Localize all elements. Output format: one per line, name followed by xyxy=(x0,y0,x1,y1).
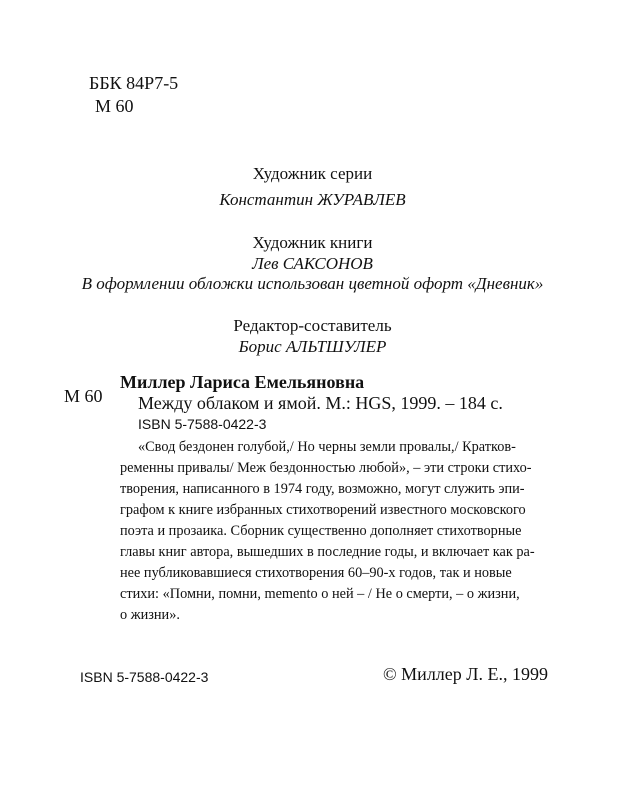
annotation-line: ременны привалы/ Меж бездонностью любой», – эти строки стихо- xyxy=(120,460,532,476)
author-mark: М 60 xyxy=(95,96,134,116)
annotation-line: стихи: «Помни, помни, memento о ней – / Не о смерти, – о жизни, xyxy=(120,586,520,602)
annotation-line: «Свод бездонен голубой,/ Но черны земли провалы,/ Кратков- xyxy=(138,439,516,455)
catalog-author: Миллер Лариса Емельяновна xyxy=(120,372,365,392)
series-artist-name: Константин ЖУРАВЛЕВ xyxy=(219,190,406,209)
book-artist-name: Лев САКСОНОВ xyxy=(252,254,373,273)
series-artist-label: Художник серии xyxy=(252,164,373,183)
editor-name: Борис АЛЬТШУЛЕР xyxy=(238,337,387,356)
copyright-notice: © Миллер Л. Е., 1999 xyxy=(383,664,548,684)
footer-isbn: ISBN 5-7588-0422-3 xyxy=(80,669,209,685)
annotation-line: главы книг автора, вышедших в последние годы, и включает как ра- xyxy=(120,544,535,560)
annotation-line: о жизни». xyxy=(120,607,180,623)
bbk-code: ББК 84Р7-5 xyxy=(89,73,179,93)
catalog-title-line: Между облаком и ямой. М.: HGS, 1999. – 184 с. xyxy=(138,393,503,413)
book-artist-label: Художник книги xyxy=(252,233,373,252)
editor-label: Редактор-составитель xyxy=(233,316,392,335)
catalog-author-code: М 60 xyxy=(64,386,103,406)
annotation-line: творения, написанного в 1974 году, возможно, могут служить эпи- xyxy=(120,481,525,497)
annotation-line: нее публиковавшиеся стихотворения 60–90-х годов, так и новые xyxy=(120,565,512,581)
cover-note: В оформлении обложки использован цветной офорт «Дневник» xyxy=(81,274,544,293)
annotation-line: поэта и прозаика. Сборник существенно дополняет стихотворные xyxy=(120,523,522,539)
annotation-line: графом к книге избранных стихотворений известного московского xyxy=(120,502,526,518)
catalog-isbn: ISBN 5-7588-0422-3 xyxy=(138,416,267,432)
annotation xyxy=(120,437,535,626)
